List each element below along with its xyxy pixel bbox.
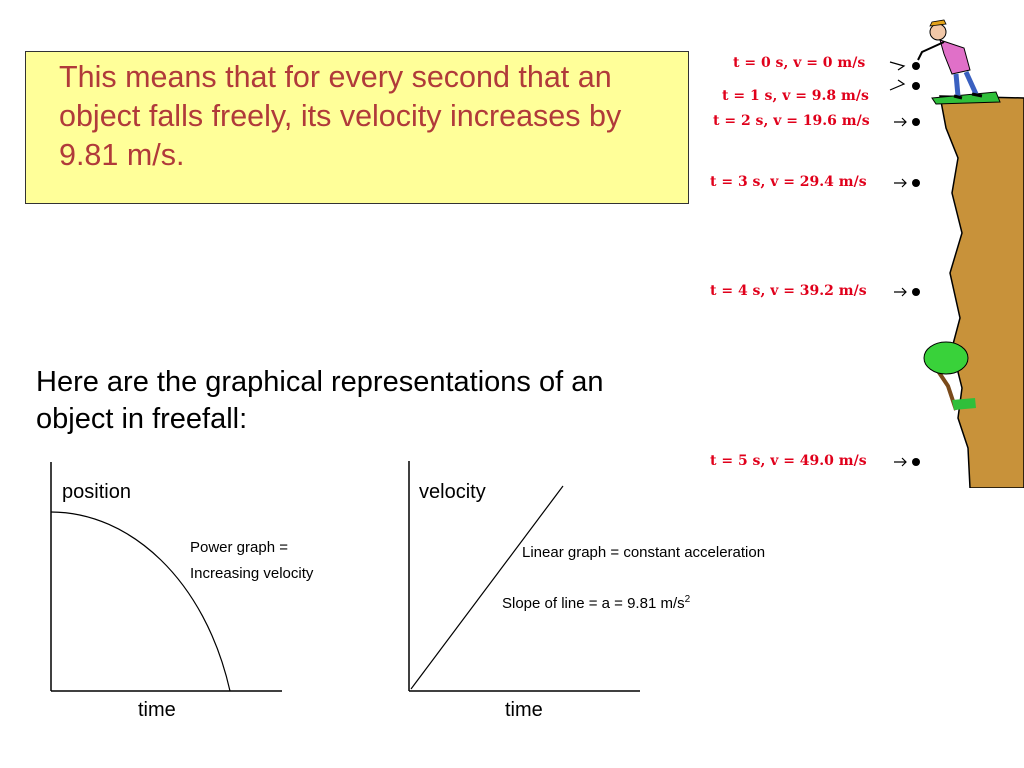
power-graph-note-line1: Power graph = — [190, 539, 288, 556]
linear-graph-note: Linear graph = constant acceleration — [522, 544, 766, 561]
callout-text: This means that for every second that an object falls freely, its velocity increases by 9.81 m/s. — [59, 60, 622, 172]
ball-t4 — [912, 288, 920, 296]
slope-note-exponent: 2 — [684, 594, 691, 605]
arrow-t3 — [894, 179, 906, 187]
cliff-label-t4: t = 4 s, v = 39.2 m/s — [710, 283, 867, 299]
graphs-intro-text: Here are the graphical representations of an object in freefall: — [36, 366, 604, 435]
power-graph-note-line2: Increasing velocity — [190, 565, 314, 582]
cliff-label-t1: t = 1 s, v = 9.8 m/s — [722, 88, 869, 104]
cliff-grass — [932, 92, 1000, 104]
arrow-t2 — [894, 118, 906, 126]
position-y-label: position — [62, 481, 131, 503]
velocity-y-label: velocity — [419, 481, 486, 503]
ball-t3 — [912, 179, 920, 187]
cliff-label-t3: t = 3 s, v = 29.4 m/s — [710, 174, 867, 190]
arrow-t0 — [890, 62, 904, 70]
cliff-label-t5: t = 5 s, v = 49.0 m/s — [710, 453, 867, 469]
slope-note-text: Slope of line = a = 9.81 m/s — [502, 595, 685, 612]
cliff-label-t2: t = 2 s, v = 19.6 m/s — [713, 113, 870, 129]
velocity-x-label: time — [505, 699, 543, 721]
cliff-label-t0: t = 0 s, v = 0 m/s — [733, 55, 866, 71]
ball-t1 — [912, 82, 920, 90]
ball-t0 — [912, 62, 920, 70]
position-x-label: time — [138, 699, 176, 721]
arrow-t4 — [894, 288, 906, 296]
arrow-t5 — [894, 458, 906, 466]
falling-ball-dropper — [918, 20, 982, 98]
arrow-t1 — [890, 80, 904, 90]
slope-note — [502, 587, 690, 617]
cliff-rock — [940, 96, 1024, 488]
power-graph-note — [190, 535, 313, 587]
ball-t2 — [912, 118, 920, 126]
ball-t5 — [912, 458, 920, 466]
